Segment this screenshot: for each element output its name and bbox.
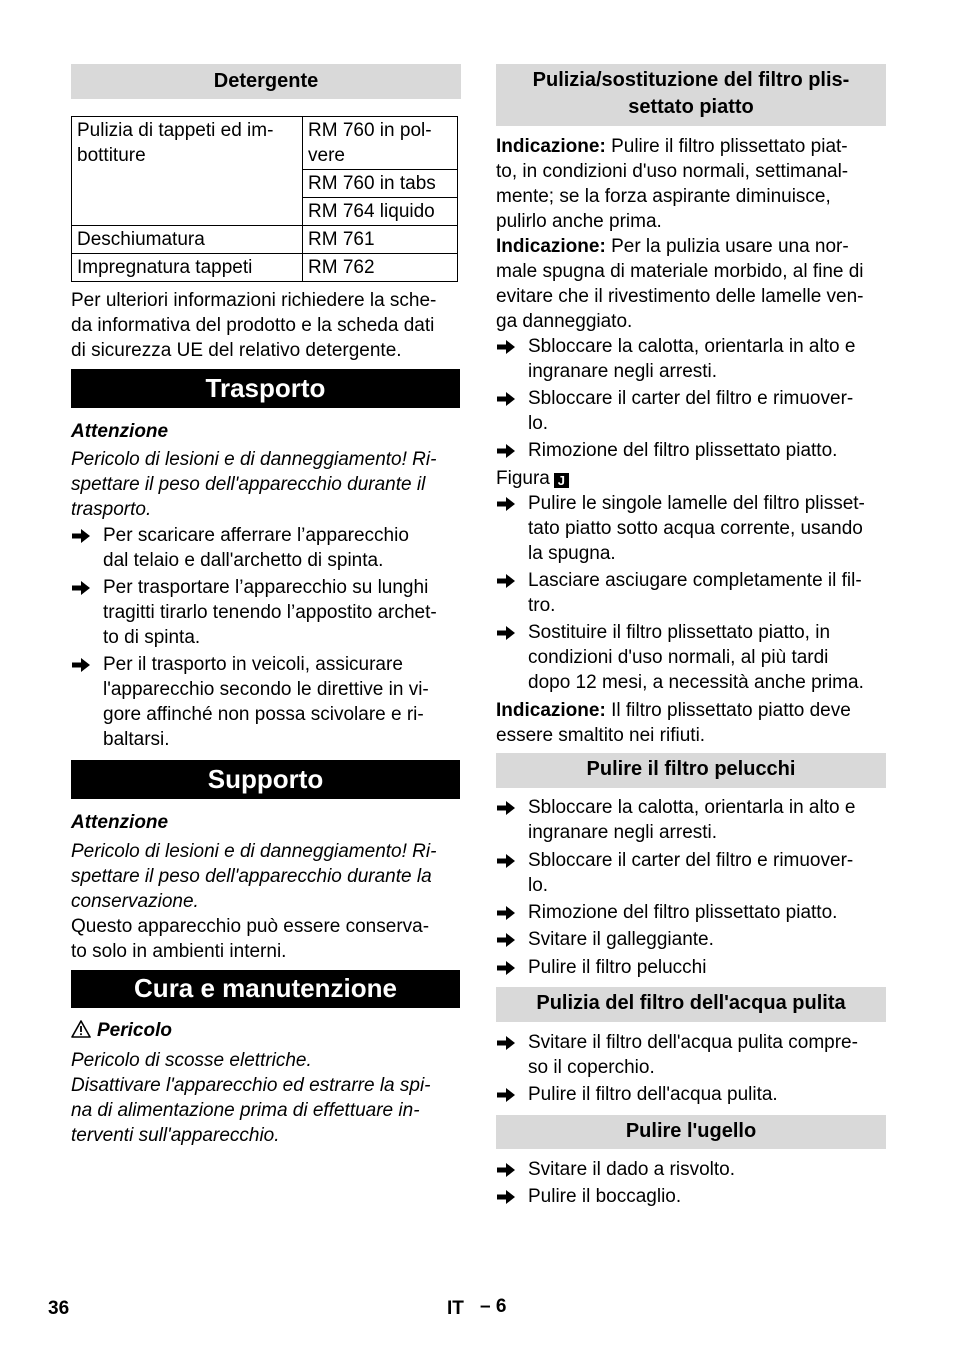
cura-heading: Cura e manutenzione (71, 970, 460, 1008)
pericolo-row (71, 1018, 463, 1043)
detergent-info-text: Per ulteriori informazioni richiedere la sche- da informativa del prodotto e la scheda dati di sicurezza UE del relativo detergente. (71, 290, 437, 361)
filtro-heading: Pulizia/sostituzione del filtro plis- settato piatto (496, 64, 886, 126)
indicazione-text: Pulire il filtro plissettato piat- to, in condizioni d'uso normali, settimanal- mente; se la forza aspirante diminuisce, pulirlo anche prima. (496, 136, 849, 232)
list-item (496, 334, 888, 384)
list-item-text: Sbloccare la calotta, orientarla in alto e ingranare negli arresti. (528, 797, 856, 843)
sub-page-number: – 6 (480, 1296, 507, 1317)
indicazione-3 (496, 698, 888, 748)
table-cell: RM 760 in tabs (303, 170, 458, 198)
list-item-text: Per il trasporto in veicoli, assicurare l'apparecchio secondo le direttive in vi- gore affinché non possa scivolare e ri- baltarsi. (103, 654, 429, 750)
arrow-right-icon (496, 851, 516, 871)
list-item-text: Pulire il boccaglio. (528, 1186, 682, 1207)
list-item (71, 575, 463, 650)
indicazione-label: Indicazione: (496, 700, 606, 721)
list-item (496, 568, 888, 618)
arrow-right-icon (496, 903, 516, 923)
table-cell: RM 764 liquido (303, 198, 458, 226)
list-item (496, 620, 888, 695)
supporto-attention-label: Attenzione (71, 812, 169, 833)
warning-triangle-icon (71, 1020, 91, 1038)
detergent-table (71, 116, 458, 282)
indicazione-text: Il filtro plissettato piatto deve essere smaltito nei rifiuti. (496, 700, 851, 746)
list-item-text: Sostituire il filtro plissettato piatto, in condizioni d'uso normali, al più tardi dopo 12 mesi, a necessità anche prima. (528, 622, 864, 693)
list-item-text: Pulire il filtro dell'acqua pulita. (528, 1084, 778, 1105)
list-item-text: Sbloccare il carter del filtro e rimuover- lo. (528, 850, 854, 896)
list-item (496, 848, 888, 898)
pelucchi-heading: Pulire il filtro pelucchi (496, 753, 886, 788)
arrow-right-icon (496, 441, 516, 461)
table-row (72, 226, 458, 254)
table-row (72, 117, 458, 170)
list-item (71, 523, 463, 573)
table-cell: Impregnatura tappeti (72, 254, 303, 282)
supporto-heading: Supporto (71, 760, 460, 799)
list-item (496, 386, 888, 436)
list-item-text: Svitare il galleggiante. (528, 929, 714, 950)
table-row (72, 254, 458, 282)
pericolo-text: Pericolo di scosse elettriche. Disattivare l'apparecchio ed estrarre la spi- na di alimentazione prima di effettuare in- terventi sull'apparecchio. (71, 1050, 431, 1146)
figure-letter-badge: J (554, 473, 569, 488)
supporto-warning-text: Pericolo di lesioni e di danneggiamento! Ri- spettare il peso dell'apparecchio durante la conservazione. (71, 841, 437, 912)
arrow-right-icon (496, 958, 516, 978)
list-item (496, 1030, 888, 1080)
language-code: IT (447, 1298, 464, 1319)
arrow-right-icon (496, 798, 516, 818)
page-number: 36 (48, 1298, 70, 1319)
table-cell: Deschiumatura (72, 226, 303, 254)
trasporto-heading: Trasporto (71, 369, 460, 408)
list-item (496, 1082, 888, 1107)
list-item-text: Sbloccare la calotta, orientarla in alto e ingranare negli arresti. (528, 336, 856, 382)
list-item-text: Pulire le singole lamelle del filtro plisset- tato piatto sotto acqua corrente, usando la spugna. (528, 493, 865, 564)
table-cell: RM 760 in pol- vere (303, 117, 458, 170)
list-item-text: Sbloccare il carter del filtro e rimuover- lo. (528, 388, 854, 434)
acqua-heading: Pulizia del filtro dell'acqua pulita (496, 987, 886, 1022)
list-item-text: Lasciare asciugare completamente il fil- tro. (528, 570, 862, 616)
arrow-right-icon (71, 655, 91, 675)
list-item-text: Per trasportare l’apparecchio su lunghi tragitti tirarlo tenendo l’appostito archet- to di spinta. (103, 577, 437, 648)
arrow-right-icon (71, 526, 91, 546)
list-item-text: Rimozione del filtro plissettato piatto. (528, 902, 838, 923)
table-cell: Pulizia di tappeti ed im- bottiture (72, 117, 303, 226)
list-item-text: Svitare il dado a risvolto. (528, 1159, 735, 1180)
arrow-right-icon (496, 1085, 516, 1105)
arrow-right-icon (496, 389, 516, 409)
list-item (496, 900, 888, 925)
list-item (496, 438, 888, 463)
indicazione-label: Indicazione: (496, 236, 606, 257)
pericolo-label: Pericolo (97, 1020, 172, 1041)
list-item (496, 795, 888, 845)
arrow-right-icon (71, 578, 91, 598)
supporto-text: Questo apparecchio può essere conserva- to solo in ambienti interni. (71, 916, 430, 962)
trasporto-warning-text: Pericolo di lesioni e di danneggiamento! Ri- spettare il peso dell'apparecchio durante il trasporto. (71, 449, 437, 520)
figure-reference (496, 466, 888, 491)
arrow-right-icon (496, 1160, 516, 1180)
list-item (496, 955, 888, 980)
list-item-text: Rimozione del filtro plissettato piatto. (528, 440, 838, 461)
list-item-text: Svitare il filtro dell'acqua pulita compre- so il coperchio. (528, 1032, 858, 1078)
list-item (71, 652, 463, 752)
indicazione-label: Indicazione: (496, 136, 606, 157)
list-item (496, 1157, 888, 1182)
trasporto-attention-label: Attenzione (71, 421, 169, 442)
ugello-heading: Pulire l'ugello (496, 1115, 886, 1149)
arrow-right-icon (496, 337, 516, 357)
arrow-right-icon (496, 494, 516, 514)
arrow-right-icon (496, 1033, 516, 1053)
table-cell: RM 761 (303, 226, 458, 254)
arrow-right-icon (496, 1187, 516, 1207)
list-item-text: Pulire il filtro pelucchi (528, 957, 707, 978)
indicazione-1 (496, 134, 888, 234)
indicazione-2 (496, 234, 888, 334)
table-cell: RM 762 (303, 254, 458, 282)
list-item (496, 491, 888, 566)
list-item (496, 927, 888, 952)
arrow-right-icon (496, 571, 516, 591)
indicazione-text: Per la pulizia usare una nor- male spugna di materiale morbido, al fine di evitare che il rivestimento delle lamelle ven- ga danneggiato. (496, 236, 864, 332)
arrow-right-icon (496, 930, 516, 950)
detergente-heading: Detergente (71, 64, 461, 99)
list-item (496, 1184, 888, 1209)
arrow-right-icon (496, 623, 516, 643)
figure-label: Figura (496, 468, 550, 489)
list-item-text: Per scaricare afferrare l’apparecchio dal telaio e dall'archetto di spinta. (103, 525, 409, 571)
